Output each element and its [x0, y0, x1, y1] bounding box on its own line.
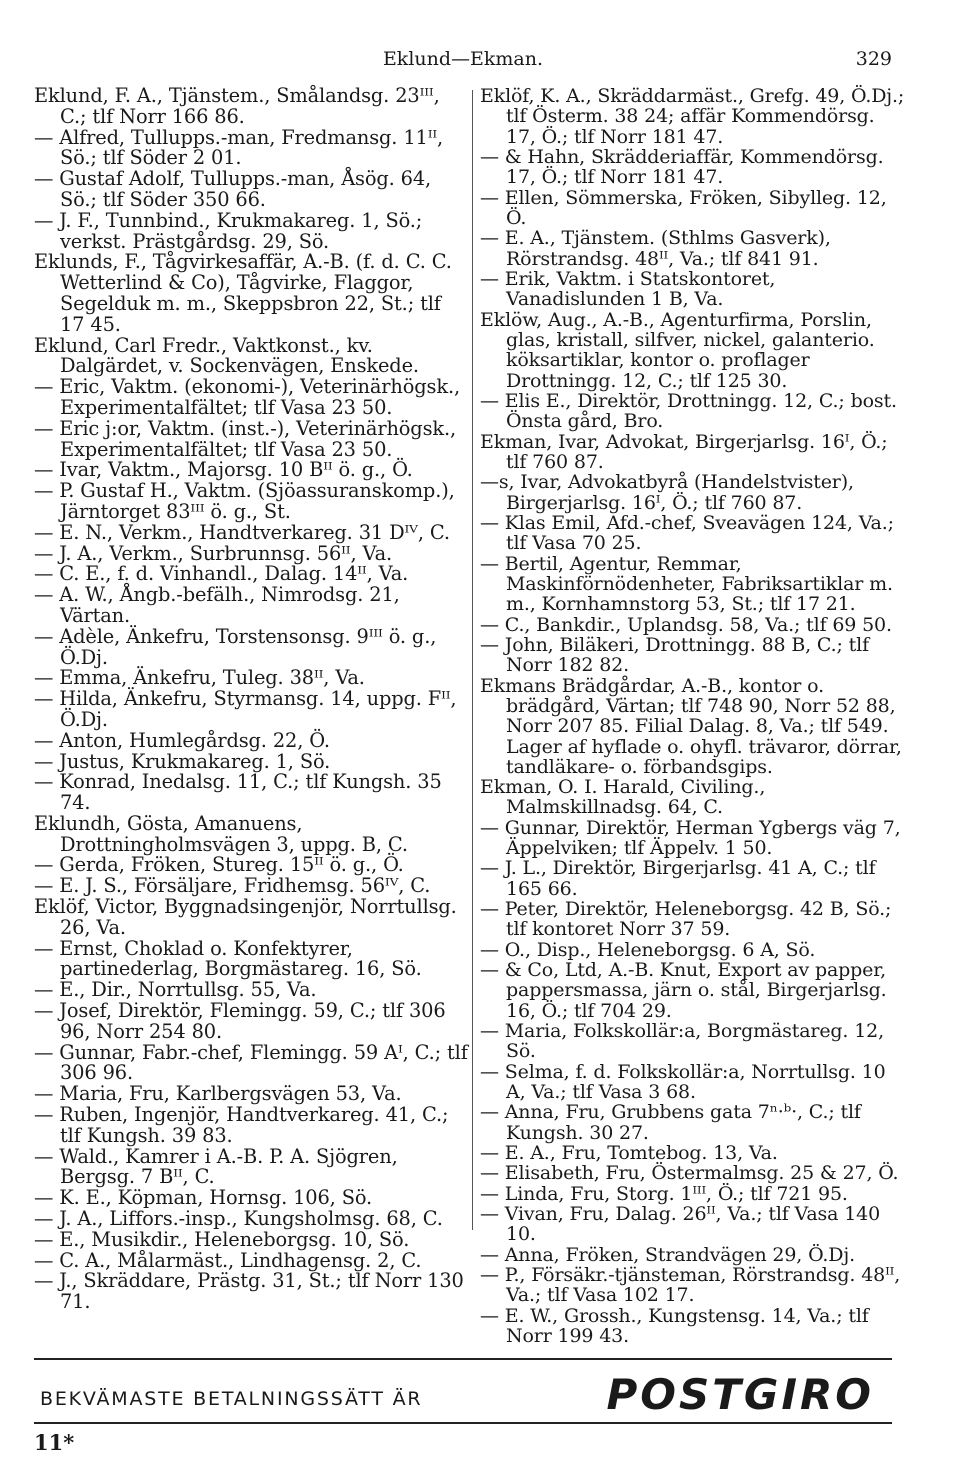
- directory-entry: — Josef, Direktör, Flemingg. 59, C.; tlf 306 96, Norr 254 80.: [34, 999, 446, 1043]
- directory-entry: — Ruben, Ingenjör, Handtverkareg. 41, C.; tlf Kungsh. 39 83.: [34, 1103, 449, 1147]
- directory-entry: — Wald., Kamrer i A.-B. P. A. Sjögren, Bergsg. 7 Bᴵᴵ, C.: [34, 1144, 398, 1189]
- directory-entry: — Elisabeth, Fru, Östermalmsg. 25 & 27, Ö.: [480, 1162, 899, 1185]
- directory-entry: — Adèle, Änkefru, Torstensonsg. 9ᴵᴵᴵ ö. g., Ö.Dj.: [34, 624, 437, 669]
- directory-entry: — E. W., Grossh., Kungstensg. 14, Va.; tlf Norr 199 43.: [480, 1304, 869, 1348]
- directory-entry: — J. F., Tunnbind., Krukmakareg. 1, Sö.; verkst. Prästgårdsg. 29, Sö.: [34, 208, 423, 253]
- directory-entry: Eklöf, K. A., Skräddarmäst., Grefg. 49, Ö.Dj.; tlf Österm. 38 24; affär Kommendörsg. 17, Ö.; tlf Norr 181 47.: [480, 85, 905, 148]
- ad-bottom-rule: [34, 1422, 892, 1424]
- directory-entry: Eklunds, F., Tågvirkesaffär, A.-B. (f. d. C. C. Wetterlind & Co), Tågvirke, Flaggor, Segelduk m. m., Skeppsbron 22, St.; tlf 17 45.: [34, 250, 452, 336]
- directory-entry: — Selma, f. d. Folkskollär:a, Norrtullsg. 10 A, Va.; tlf Vasa 3 68.: [480, 1060, 886, 1104]
- column-divider: [472, 90, 473, 1230]
- directory-entry: — E., Musikdir., Heleneborgsg. 10, Sö.: [34, 1227, 410, 1251]
- directory-entry: — C. E., f. d. Vinhandl., Dalag. 14ᴵᴵ, Va.: [34, 562, 409, 586]
- directory-entry: Eklöf, Victor, Byggnadsingenjör, Norrtullsg. 26, Va.: [34, 895, 457, 939]
- directory-entry: — Peter, Direktör, Heleneborgsg. 42 B, Sö.; tlf kontoret Norr 37 59.: [480, 898, 892, 941]
- page-header: [34, 48, 892, 74]
- directory-entry: Eklund, F. A., Tjänstem., Smålandsg. 23ᴵᴵᴵ, C.; tlf Norr 166 86.: [34, 84, 440, 128]
- directory-entry: — J., Skräddare, Prästg. 31, St.; tlf Norr 130 71.: [34, 1269, 464, 1314]
- directory-entry: — Gerda, Fröken, Stureg. 15ᴵᴵ ö. g., Ö.: [34, 853, 404, 877]
- directory-entry: — Maria, Folkskollär:a, Borgmästareg. 12, Sö.: [480, 1020, 884, 1063]
- footer-advertisement: [34, 1370, 892, 1420]
- directory-entry: — E. J. S., Försäljare, Fridhemsg. 56ᴵⱽ, C.: [34, 874, 431, 898]
- page-number: 329: [855, 48, 892, 70]
- directory-entry: — Eric j:or, Vaktm. (inst.-), Veterinärhögsk., Experimentalfältet; tlf Vasa 23 50.: [34, 416, 456, 461]
- directory-entry: — J. A., Liffors.-insp., Kungsholmsg. 68, C.: [34, 1207, 443, 1231]
- directory-entry: Eklöw, Aug., A.-B., Agenturfirma, Porslin, glas, kristall, silfver, nickel, galanterio. köksartiklar, kontor o. proflager Drottningg. 12, C.; tlf 125 30.: [480, 308, 875, 392]
- directory-entry: — P., Försäkr.-tjänsteman, Rörstrandsg. 48ᴵᴵ, Va.; tlf Vasa 102 17.: [480, 1264, 901, 1307]
- ad-top-rule: [34, 1358, 892, 1360]
- directory-entry: — & Co, Ltd, A.-B. Knut, Export av papper, pappersmassa, järn o. stål, Birgerjarlsg. 16, Ö.; tlf 704 29.: [480, 959, 887, 1022]
- ad-brand: POSTGIRO: [606, 1370, 874, 1419]
- directory-entry: — E. A., Fru, Tomtebog. 13, Va.: [480, 1142, 778, 1165]
- directory-entry: — E. A., Tjänstem. (Sthlms Gasverk), Rörstrandsg. 48ᴵᴵ, Va.; tlf 841 91.: [480, 227, 831, 270]
- directory-entry: — K. E., Köpman, Hornsg. 106, Sö.: [34, 1186, 373, 1210]
- directory-entry: — Alfred, Tullupps.-man, Fredmansg. 11ᴵᴵ, Sö.; tlf Söder 2 01.: [34, 125, 444, 170]
- directory-entry: — Hilda, Änkefru, Styrmansg. 14, uppg. Fᴵᴵ, Ö.Dj.: [34, 687, 457, 731]
- directory-entry: — Linda, Fru, Storg. 1ᴵᴵᴵ, Ö.; tlf 721 95.: [480, 1182, 848, 1205]
- directory-entry: — P. Gustaf H., Vaktm. (Sjöassuranskomp.), Järntorget 83ᴵᴵᴵ ö. g., St.: [34, 479, 455, 523]
- directory-entry: — Gustaf Adolf, Tullupps.-man, Åsög. 64, Sö.; tlf Söder 350 66.: [34, 167, 432, 211]
- directory-entry: — Konrad, Inedalsg. 11, C.; tlf Kungsh. 35 74.: [34, 770, 442, 815]
- page-title: Eklund—Ekman.: [382, 48, 544, 70]
- directory-entry: — Ernst, Choklad o. Konfektyrer, partinederlag, Borgmästareg. 16, Sö.: [34, 936, 422, 981]
- right-column: [480, 86, 906, 1346]
- directory-entry: — Elis E., Direktör, Drottningg. 12, C.; bost. Önsta gård, Bro.: [480, 389, 897, 433]
- directory-entry: Ekman, O. I. Harald, Civiling., Malmskillnadsg. 64, C.: [480, 776, 766, 819]
- directory-entry: — & Hahn, Skrädderiaffär, Kommendörsg. 17, Ö.; tlf Norr 181 47.: [480, 145, 884, 189]
- directory-entry: — Klas Emil, Afd.-chef, Sveavägen 124, Va.; tlf Vasa 70 25.: [480, 511, 894, 555]
- directory-entry: — C. A., Målarmäst., Lindhagensg. 2, C.: [34, 1248, 422, 1272]
- directory-entry: Eklundh, Gösta, Amanuens, Drottningholmsvägen 3, uppg. B, C.: [34, 811, 408, 856]
- directory-entry: — Ellen, Sömmerska, Fröken, Sibylleg. 12, Ö.: [480, 186, 887, 229]
- left-column: [34, 86, 469, 1313]
- directory-entry: — E. N., Verkm., Handtverkareg. 31 Dᴵⱽ, C.: [34, 520, 450, 544]
- directory-entry: — Justus, Krukmakareg. 1, Sö.: [34, 749, 331, 773]
- directory-entry: — O., Disp., Heleneborgsg. 6 A, Sö.: [480, 938, 816, 961]
- directory-entry: — Gunnar, Fabr.-chef, Flemingg. 59 Aᴵ, C.; tlf 306 96.: [34, 1040, 468, 1085]
- directory-entry: — A. W., Ångb.-befälh., Nimrodsg. 21, Värtan.: [34, 583, 400, 627]
- signature-mark: 11*: [34, 1430, 75, 1455]
- directory-entry: — Maria, Fru, Karlbergsvägen 53, Va.: [34, 1082, 402, 1106]
- directory-entry: — C., Bankdir., Uplandsg. 58, Va.; tlf 69 50.: [480, 613, 892, 636]
- directory-entry: Eklund, Carl Fredr., Vaktkonst., kv. Dalgärdet, v. Sockenvägen, Enskede.: [34, 333, 419, 378]
- directory-entry: — Vivan, Fru, Dalag. 26ᴵᴵ, Va.; tlf Vasa 140 10.: [480, 1203, 881, 1246]
- directory-entry: — Bertil, Agentur, Remmar, Maskinförnödenheter, Fabriksartiklar m. m., Kornhamnstorg 53, St.; tlf 17 21.: [480, 552, 893, 616]
- directory-entry: — J. A., Verkm., Surbrunnsg. 56ᴵᴵ, Va.: [34, 541, 393, 565]
- directory-entry: — J. L., Direktör, Birgerjarlsg. 41 A, C.; tlf 165 66.: [480, 857, 876, 900]
- directory-entry: — Emma, Änkefru, Tuleg. 38ᴵᴵ, Va.: [34, 666, 365, 690]
- directory-entry: — Anton, Humlegårdsg. 22, Ö.: [34, 728, 330, 752]
- directory-entry: — Anna, Fröken, Strandvägen 29, Ö.Dj.: [480, 1243, 855, 1266]
- directory-entry: — Anna, Fru, Grubbens gata 7ⁿ·ᵇ·, C.; tlf Kungsh. 30 27.: [480, 1101, 861, 1144]
- directory-entry: Ekmans Brädgårdar, A.-B., kontor o. brädgård, Värtan; tlf 748 90, Norr 52 88, Norr 207 85. Filial Dalag. 8, Va.; tlf 549. Lager af hyflade o. ohyfl. trävaror, dörrar, tandläkare- o. förbandsgips.: [480, 674, 902, 778]
- directory-entry: — Erik, Vaktm. i Statskontoret, Vanadislunden 1 B, Va.: [480, 267, 776, 311]
- directory-entry: — John, Biläkeri, Drottningg. 88 B, C.; tlf Norr 182 82.: [480, 633, 869, 677]
- directory-entry: —s, Ivar, Advokatbyrå (Handelstvister), Birgerjarlsg. 16ᴵ, Ö.; tlf 760 87.: [480, 471, 854, 514]
- directory-entry: Ekman, Ivar, Advokat, Birgerjarlsg. 16ᴵ, Ö.; tlf 760 87.: [480, 430, 888, 473]
- directory-entry: — E., Dir., Norrtullsg. 55, Va.: [34, 978, 317, 1002]
- ad-text: BEKVÄMASTE BETALNINGSSÄTT ÄR: [40, 1388, 423, 1410]
- directory-entry: — Ivar, Vaktm., Majorsg. 10 Bᴵᴵ ö. g., Ö.: [34, 458, 413, 482]
- directory-entry: — Gunnar, Direktör, Herman Ygbergs väg 7, Äppelviken; tlf Äppelv. 1 50.: [480, 816, 901, 860]
- directory-entry: — Eric, Vaktm. (ekonomi-), Veterinärhögsk., Experimentalfältet; tlf Vasa 23 50.: [34, 375, 460, 419]
